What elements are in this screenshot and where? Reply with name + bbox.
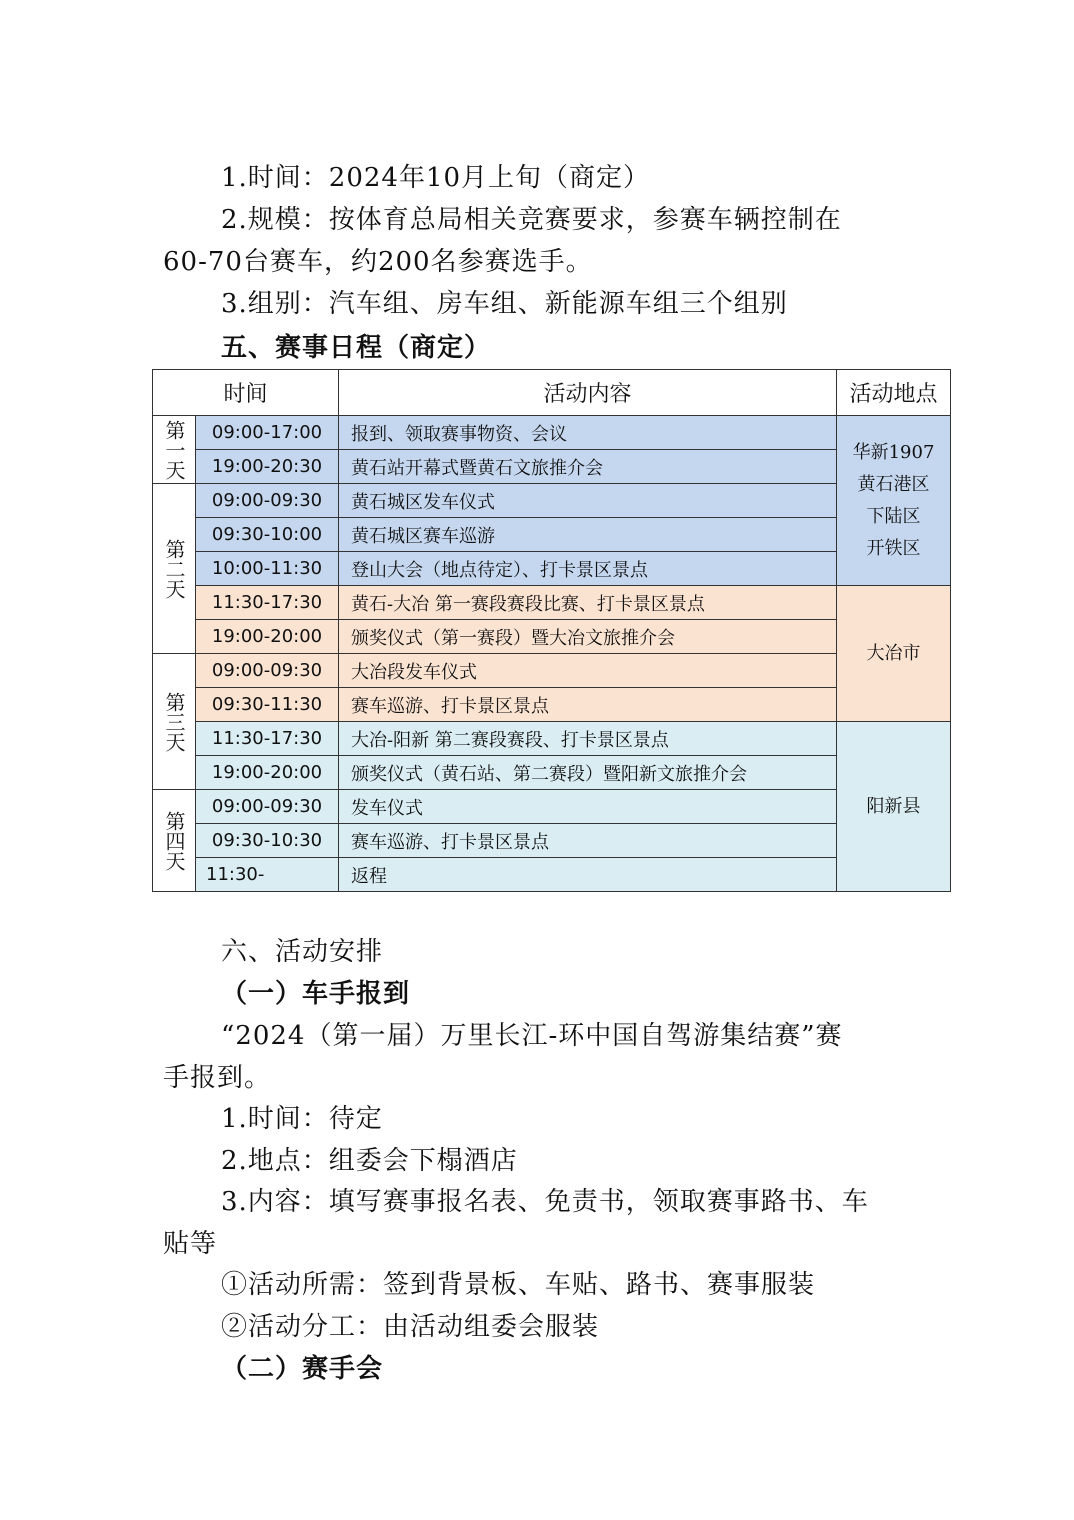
subsection-registration: （一）车手报到 bbox=[221, 979, 411, 1009]
table-row bbox=[153, 654, 951, 688]
table-row bbox=[153, 790, 951, 824]
table-row bbox=[153, 824, 951, 858]
row-time: 11:30-17:30 bbox=[196, 722, 339, 756]
location-line: 开铁区 bbox=[866, 537, 921, 559]
table-row bbox=[153, 756, 951, 790]
row-activity: 发车仪式 bbox=[339, 790, 837, 824]
intro-groups: 3.组别：汽车组、房车组、新能源车组三个组别 bbox=[221, 289, 788, 319]
intro-scale-cont: 60-70台赛车，约200名参赛选手。 bbox=[163, 247, 593, 277]
row-activity: 黄石城区赛车巡游 bbox=[339, 518, 837, 552]
location-line: 华新1907 bbox=[852, 441, 935, 463]
row-activity: 赛车巡游、打卡景区景点 bbox=[339, 688, 837, 722]
intro-scale: 2.规模：按体育总局相关竞赛要求，参赛车辆控制在 bbox=[221, 205, 842, 235]
row-activity: 大冶-阳新 第二赛段赛段、打卡景区景点 bbox=[339, 722, 837, 756]
row-activity: 黄石城区发车仪式 bbox=[339, 484, 837, 518]
schedule-table bbox=[152, 369, 951, 892]
day-label: 第一天 bbox=[153, 416, 196, 484]
section6-title: 六、活动安排 bbox=[221, 937, 384, 967]
row-activity: 黄石站开幕式暨黄石文旅推介会 bbox=[339, 450, 837, 484]
header-time: 时间 bbox=[153, 370, 339, 416]
row-time: 11:30- bbox=[196, 858, 339, 892]
registration-para-cont: 手报到。 bbox=[163, 1063, 272, 1093]
row-time: 19:00-20:00 bbox=[196, 620, 339, 654]
row-time: 09:00-09:30 bbox=[196, 654, 339, 688]
registration-content-cont: 贴等 bbox=[163, 1229, 218, 1259]
header-activity: 活动内容 bbox=[339, 370, 837, 416]
row-activity: 黄石-大冶 第一赛段赛段比赛、打卡景区景点 bbox=[339, 586, 837, 620]
intro-time: 1.时间：2024年10月上旬（商定） bbox=[221, 163, 651, 193]
location-cell: 阳新县 bbox=[837, 722, 951, 892]
location-line: 黄石港区 bbox=[857, 473, 930, 495]
table-row bbox=[153, 518, 951, 552]
row-time: 10:00-11:30 bbox=[196, 552, 339, 586]
table-row bbox=[153, 858, 951, 892]
row-activity: 登山大会（地点待定）、打卡景区景点 bbox=[339, 552, 837, 586]
row-time: 09:00-09:30 bbox=[196, 790, 339, 824]
location-cell bbox=[837, 416, 951, 586]
table-row bbox=[153, 552, 951, 586]
location-cell: 大冶市 bbox=[837, 586, 951, 722]
row-activity: 赛车巡游、打卡景区景点 bbox=[339, 824, 837, 858]
row-activity: 大冶段发车仪式 bbox=[339, 654, 837, 688]
row-activity: 颁奖仪式（第一赛段）暨大冶文旅推介会 bbox=[339, 620, 837, 654]
activity-needs: ①活动所需：签到背景板、车贴、路书、赛事服装 bbox=[221, 1270, 816, 1300]
table-row bbox=[153, 450, 951, 484]
table-row bbox=[153, 586, 951, 620]
section5-title: 五、赛事日程（商定） bbox=[221, 333, 492, 363]
row-time: 09:30-10:00 bbox=[196, 518, 339, 552]
registration-place: 2.地点：组委会下榻酒店 bbox=[221, 1146, 518, 1176]
registration-para: “2024（第一届）万里长江-环中国自驾游集结赛”赛 bbox=[221, 1021, 843, 1051]
registration-time: 1.时间：待定 bbox=[221, 1104, 383, 1134]
row-activity: 返程 bbox=[339, 858, 837, 892]
day-label: 第四天 bbox=[153, 790, 196, 892]
table-row bbox=[153, 688, 951, 722]
row-time: 19:00-20:30 bbox=[196, 450, 339, 484]
location-line: 下陆区 bbox=[866, 505, 921, 527]
table-header bbox=[153, 370, 951, 416]
row-time: 11:30-17:30 bbox=[196, 586, 339, 620]
row-activity: 报到、领取赛事物资、会议 bbox=[339, 416, 837, 450]
row-time: 09:30-10:30 bbox=[196, 824, 339, 858]
row-time: 19:00-20:00 bbox=[196, 756, 339, 790]
activity-division: ②活动分工：由活动组委会服装 bbox=[221, 1312, 600, 1342]
table-row bbox=[153, 722, 951, 756]
day-label: 第二天 bbox=[153, 484, 196, 654]
table-row bbox=[153, 416, 951, 450]
subsection-drivers-meeting: （二）赛手会 bbox=[221, 1354, 384, 1384]
table-row bbox=[153, 620, 951, 654]
row-time: 09:00-09:30 bbox=[196, 484, 339, 518]
row-time: 09:30-11:30 bbox=[196, 688, 339, 722]
registration-content: 3.内容：填写赛事报名表、免责书，领取赛事路书、车 bbox=[221, 1187, 869, 1217]
table-row bbox=[153, 484, 951, 518]
header-location: 活动地点 bbox=[837, 370, 951, 416]
day-label: 第三天 bbox=[153, 654, 196, 790]
row-activity: 颁奖仪式（黄石站、第二赛段）暨阳新文旅推介会 bbox=[339, 756, 837, 790]
row-time: 09:00-17:00 bbox=[196, 416, 339, 450]
